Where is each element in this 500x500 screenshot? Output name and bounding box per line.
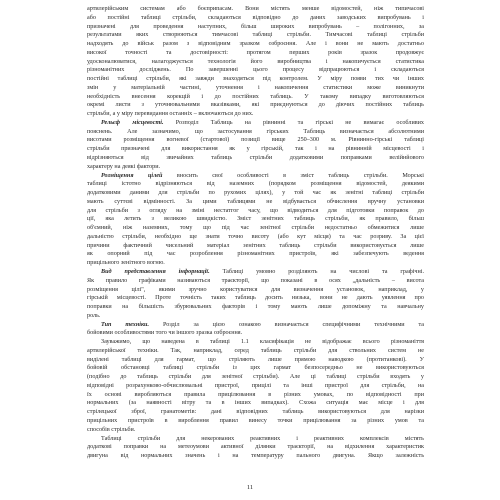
- text-line: прицільного зенітного вогню.: [87, 260, 165, 267]
- text-line: різноманітних досліджень. По завершенні цього процесу відпрацюються і складаються: [87, 67, 424, 74]
- text-line: стрілецької зброї, гранатометів: дані відповідних таблиць використовуються для нарізки: [87, 409, 424, 416]
- text-line: висотами розміщення вогневої (стартової) позиції вище 250–300 м. Рівнинно-гірські таблиці: [87, 137, 424, 144]
- text-line: прицільних пристроїв в вироблення правил винесу точки прицілювання за різних умов та: [87, 417, 424, 424]
- text-line: надходять до військ разом з відповідним зразком озброєння. Але і вони не мають достатньо: [87, 41, 424, 48]
- text-line: дальністю стрільби, необхідно ще знати точно висоту (або кут місця) та час розриву. За цієї: [87, 233, 424, 240]
- section-heading: Тип техніки.: [101, 321, 150, 328]
- text-line: артилерійської техніки. Так, наприклад, серед таблиць стрільби для ствольних систем не: [87, 347, 424, 354]
- text-line: або постійні таблиці стрільби, складаються відповідно до даних заводських випробувань і: [87, 14, 424, 21]
- text-line: відрізняються від звичайних таблиць стрільби додатковими поправками велійнйового: [87, 155, 424, 162]
- text-line: удосконалюватися, налагоджується технологія його виробництва і накопичується статистика: [87, 58, 424, 65]
- text-line: стрільби, а у міру перевидання останніх – включаються до них.: [87, 111, 254, 118]
- text-line: результатами яких створюються тимчасові таблиці стрільби. Тимчасові таблиці стрільби: [87, 32, 424, 39]
- text-line: Вид представлення інформації. Таблиці умовно розділяють на числові та графічні.: [101, 268, 424, 275]
- text-line: як опорний під час розроблення різноманітних пристроїв, які забезпечують ведення: [87, 251, 424, 258]
- body-text: [87, 5, 424, 461]
- text-line: відповідні розрахунково-обчислювальні пристрої, прицілі та інші пристрої для стрільби, на: [87, 382, 424, 389]
- text-line: бойовій обстановці таблиці стрільби із цих гармат безпосередньо не використовуються: [87, 365, 424, 372]
- section-heading: Вид представлення інформації.: [101, 268, 210, 275]
- text-line: поправки на більшість збурювальних факторів і тому мають лише допоміжну та навчальну: [87, 304, 424, 311]
- text-line: розміщення цілі", якими зручно користуватися для визначення установок, наприклад, у: [87, 286, 424, 293]
- text-line: виділені таблиці для гармат, що стріляють лише прямою наводкою (протитанкові). У: [87, 356, 424, 363]
- text-line: гірській місцевості. Проте точність таких таблиць досить низька, вони не дають уявлення про: [87, 295, 424, 302]
- text-line: додатковими даними для стрільби по рухомих цілях), у той час як зенітні таблиці стрільби: [87, 190, 424, 197]
- text-line: об'ємний, ніж наземних, тому що під час зенітної стрільби недостатньо обмежитися лише: [87, 225, 424, 232]
- text-line: для стрільби з огляду на зміні нестатгог часу, що відводиться для підготовки поправок до: [87, 207, 424, 214]
- text-line: характеру на деякі фактори.: [87, 163, 161, 170]
- text-line: необхідність внесення корекцій і до постійних таблиць. У такому випадку виготовляються: [87, 93, 424, 100]
- text-line: Розміщення цілей вносить свої особливості в зміст таблиць стрільби. Морські: [101, 172, 424, 179]
- text-line: мають суттєві відмінності. За цими таблицями не відбувається обчислення вручну установки: [87, 198, 424, 205]
- text-line: стрільби призначені для використання як у гірській, так і на рівнинній місцевості і: [87, 146, 424, 153]
- text-line: додаткові поправки на метеоумови активної ділянки траєкторії, на відхилення характеристик: [87, 444, 424, 451]
- text-line: Зауважимо, що наведена в таблиці 1.1 класифікація не відображає всього різноманіття: [101, 339, 424, 346]
- text-line: призначені для проведення наступних, більш широких випробувань – полігонних, за: [87, 23, 424, 30]
- text-line: (подібно до таблиць стрільби для зенітної стрільби). Але ці таблиці стрільби входять у: [87, 374, 424, 381]
- text-line: таблиці істотно відрізняються від наземних (порядком розміщення відомостей, деякими: [87, 181, 424, 188]
- text-line: Тип техніки. Розділ за цією ознакою визначається специфічними технічними та: [101, 321, 424, 328]
- text-line: їх основі виробляються правила прицілювання в різних умовах, по відповідності при: [87, 391, 424, 398]
- text-line: Як правило графіками називаються траєкторії, що показані в осях „дальність – висота: [87, 277, 424, 284]
- text-line: пояснень. Але зазначимо, що застосування гірських Таблиць визначається абсолютними: [87, 128, 424, 135]
- text-line: артилерійським системам або боєприпасам. Вони містять менше відомостей, ніж типичасові: [87, 6, 424, 12]
- section-heading: Рельєф місцевості.: [101, 119, 164, 126]
- text-line: високої точності та достовірності: протягом перших років зразок продовжує: [87, 49, 424, 56]
- text-line: двигуна від нормальних значень і на температуру пального двигуна. Якщо залежність: [87, 453, 424, 460]
- text-line: окремі листи з уточнювальними вказівками, які приєднуються до діючих постійних таблиць: [87, 102, 424, 109]
- text-line: способів стрільби.: [87, 426, 136, 433]
- text-line: Рельєф місцевості. Розподіл Таблиць на рівнинні та гірські не вимагає особливих: [101, 119, 424, 126]
- text-line: постійні таблиці стрільби, які завжди знаходяться під контролем. У міру появи тих чи інших: [87, 76, 424, 83]
- page-number: 11: [246, 484, 254, 491]
- text-line: роль.: [87, 312, 101, 319]
- text-line: Таблиці стрільби для некерованих реактивних і реактивних комплексів містять: [101, 435, 424, 442]
- text-line: змін у матеріальній частині, уточнення і накопичення статистики може виникнути: [87, 84, 424, 91]
- text-line: ції, яка летить з великою швидкістю. Зміст зенітних таблиць стрільби, як правило, більш: [87, 216, 424, 223]
- section-heading: Розміщення цілей: [101, 172, 163, 179]
- text-line: бойовими особливостями того чи іншого зразка озброєння.: [87, 330, 243, 337]
- text-line: причини фактичний чисельний матеріал зенітних таблиць стрільби використовується лише: [87, 242, 424, 249]
- text-line: нормальних (за наявності вітру та в інших випадках). Схожа ситуація має місце і для: [87, 400, 424, 407]
